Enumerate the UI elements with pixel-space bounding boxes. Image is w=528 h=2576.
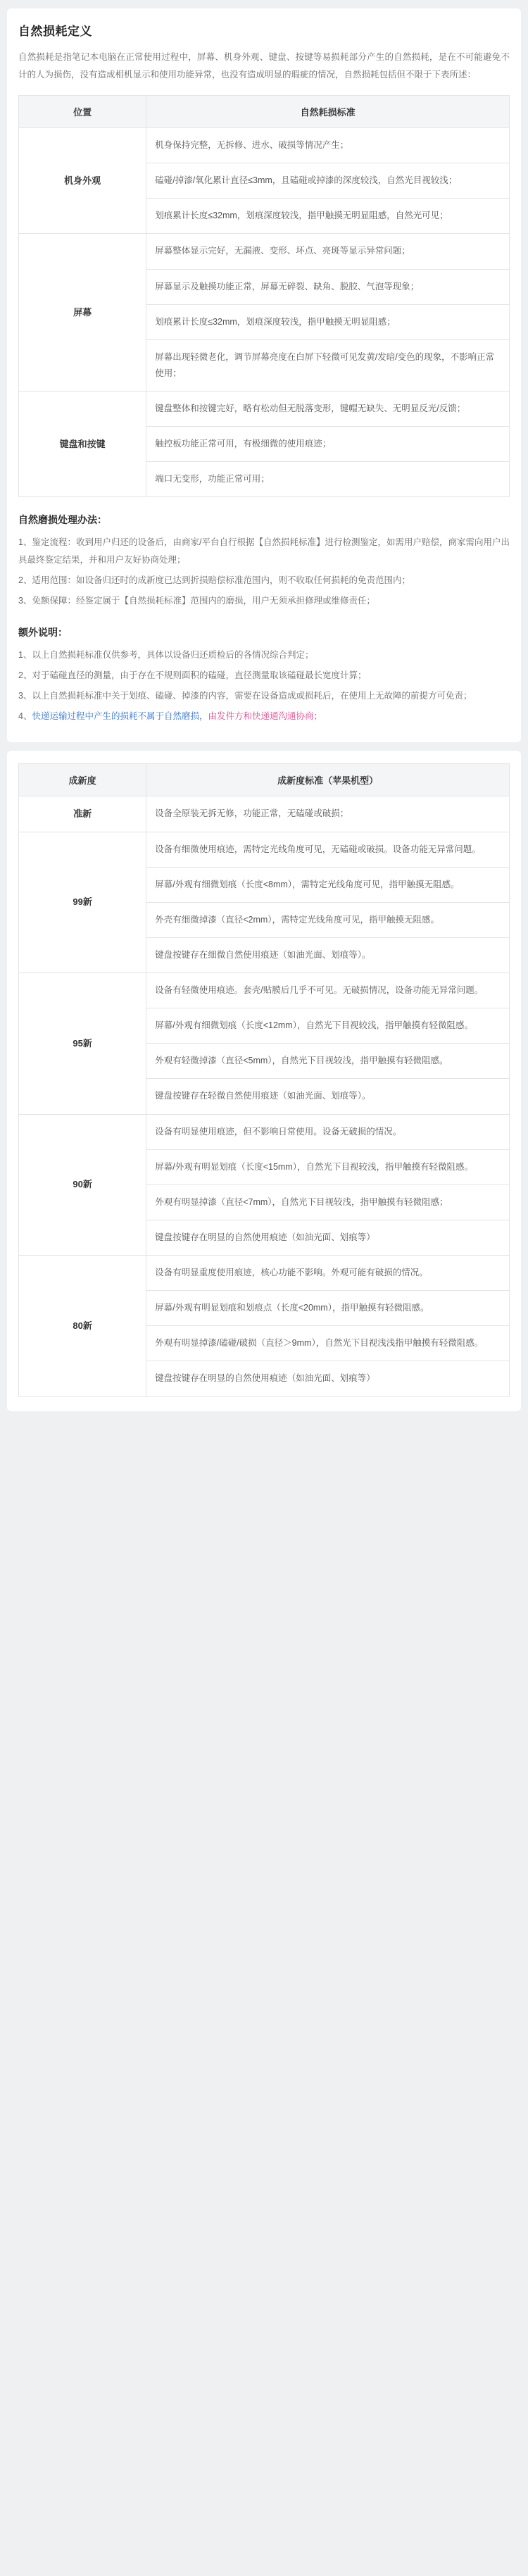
newness-standard-table — [18, 763, 510, 1396]
extra-item-blue-text: 快递运输过程中产生的损耗不属于自然磨损， — [32, 711, 208, 722]
page-title: 自然损耗定义 — [18, 25, 92, 38]
wear-table-body — [19, 128, 510, 497]
wear-intro-text: 自然损耗是指笔记本电脑在正常使用过程中，屏幕、机身外观、键盘、按键等易损耗部分产生的自然损耗，是在不可能避免不计的人为损伤，没有造成相机显示和使用功能异常，也没有造成明显的瑕疵的情况，自然损耗包括但不限于下表所述： — [18, 52, 510, 80]
row-item: 键盘按键存在轻微自然使用痕迹（如油光面、划痕等）。 — [146, 1079, 510, 1114]
table-header-row — [19, 764, 510, 796]
row-item: 外观有明显掉漆/磕碰/破损（直径＞9mm），自然光下目视浅浅指甲触摸有轻微阻感。 — [146, 1326, 510, 1361]
row-category-keyboard: 键盘和按键 — [19, 392, 146, 497]
row-item: 外壳有细微掉漆（直径<2mm），需特定光线角度可见，指甲触摸无阻感。 — [146, 902, 510, 937]
wear-definition-card — [7, 8, 521, 742]
extra-item-prefix: 4、 — [18, 711, 32, 722]
page-root — [0, 8, 528, 1434]
row-item: 划痕累计长度≤32mm，划痕深度较浅，指甲触摸无明显阻感； — [146, 304, 510, 339]
row-item: 端口无变形，功能正常可用； — [146, 462, 510, 497]
col-header-standard: 自然耗损标准 — [146, 96, 510, 128]
row-category-grade-99: 99新 — [19, 832, 146, 973]
row-item: 键盘整体和按键完好，略有松动但无脱落变形，键帽无缺失、无明显反光/反馈； — [146, 392, 510, 427]
row-item: 设备有细微使用痕迹，需特定光线角度可见，无磕碰或破损。设备功能无异常问题。 — [146, 832, 510, 867]
row-category-grade-95: 95新 — [19, 973, 146, 1115]
row-item: 屏幕显示及触摸功能正常，屏幕无碎裂、缺角、脱胶、气泡等现象； — [146, 269, 510, 304]
row-item: 划痕累计长度≤32mm，划痕深度较浅，指甲触摸无明显阻感，自然光可见； — [146, 199, 510, 234]
row-item: 触控板功能正常可用，有极细微的使用痕迹； — [146, 427, 510, 462]
row-item: 键盘按键存在明显的自然使用痕迹（如油光面、划痕等） — [146, 1220, 510, 1255]
newness-card — [7, 751, 521, 1411]
extra-item: 1、以上自然损耗标准仅供参考，具体以设备归还质检后的各情况综合判定； — [18, 650, 314, 661]
extra-item-highlighted — [18, 708, 510, 725]
row-category-grade-new: 准新 — [19, 796, 146, 832]
extra-list — [18, 646, 510, 725]
handling-item: 1、鉴定流程：收到用户归还的设备后，由商家/平台自行根据【自然损耗标准】进行检测鉴定，如需用户赔偿，商家需向用户出具最终鉴定结果，并和用户友好协商处理； — [18, 537, 510, 565]
col-header-newness: 成新度 — [19, 764, 146, 796]
table-row — [19, 973, 510, 1008]
newness-table-body — [19, 796, 510, 1396]
col-header-position: 位置 — [19, 96, 146, 128]
extra-item-pink-text: 由发件方和快递通沟通协商； — [208, 711, 322, 722]
handling-item: 2、适用范围：如设备归还时的成新度已达到折损赔偿标准范围内，则不收取任何损耗的免责范围内； — [18, 575, 410, 586]
table-row — [19, 128, 510, 163]
row-item: 键盘按键存在细微自然使用痕迹（如油光面、划痕等）。 — [146, 937, 510, 973]
table-row — [19, 1256, 510, 1291]
handling-list — [18, 534, 510, 610]
row-item: 屏幕/外观有明显划痕和划痕点（长度<20mm），指甲触摸有轻微阻感。 — [146, 1291, 510, 1326]
row-item: 机身保持完整，无拆修、进水、破损等情况产生； — [146, 128, 510, 163]
row-category-grade-80: 80新 — [19, 1256, 146, 1397]
row-item: 设备全原装无拆无修，功能正常，无磕碰或破损； — [146, 796, 510, 832]
handling-item: 3、免额保障：经鉴定属于【自然损耗标准】范围内的磨损，用户无须承担修理或维修责任； — [18, 596, 375, 606]
extra-item: 2、对于磕碰直径的测量，由于存在不规则面积的磕碰，直径测量取该磕碰最长宽度计算； — [18, 670, 367, 681]
table-row — [19, 1114, 510, 1149]
row-item: 屏幕/外观有明显划痕（长度<15mm），自然光下目视较浅，指甲触摸有轻微阻感。 — [146, 1149, 510, 1184]
row-item: 屏幕出现轻微老化，调节屏幕亮度在白屏下轻微可见发黄/发暗/变色的现象，不影响正常使用； — [146, 339, 510, 391]
row-item: 屏幕/外观有细微划痕（长度<12mm），自然光下目视较浅，指甲触摸有轻微阻感。 — [146, 1008, 510, 1044]
table-row — [19, 234, 510, 269]
row-category-body: 机身外观 — [19, 128, 146, 234]
table-row — [19, 392, 510, 427]
table-header-row — [19, 96, 510, 128]
row-item: 磕碰/掉漆/氧化累计直径≤3mm，且磕碰或掉漆的深度较浅，自然光目视较浅； — [146, 163, 510, 199]
table-row — [19, 832, 510, 867]
handling-title: 自然磨损处理办法： — [18, 514, 107, 526]
row-item: 键盘按键存在明显的自然使用痕迹（如油光面、划痕等） — [146, 1361, 510, 1396]
table-row — [19, 796, 510, 832]
row-item: 屏幕整体显示完好，无漏液、变形、坏点、亮斑等显示异常问题； — [146, 234, 510, 269]
row-item: 设备有明显使用痕迹，但不影响日常使用。设备无破损的情况。 — [146, 1114, 510, 1149]
row-item: 外观有轻微掉漆（直径<5mm），自然光下目视较浅，指甲触摸有轻微阻感。 — [146, 1044, 510, 1079]
row-category-grade-90: 90新 — [19, 1114, 146, 1256]
row-item: 外观有明显掉漆（直径<7mm），自然光下目视较浅，指甲触摸有轻微阻感； — [146, 1184, 510, 1220]
row-category-screen: 屏幕 — [19, 234, 146, 392]
row-item: 屏幕/外观有细微划痕（长度<8mm），需特定光线角度可见，指甲触摸无阻感。 — [146, 867, 510, 902]
row-item: 设备有明显重度使用痕迹，核心功能不影响。外观可能有破损的情况。 — [146, 1256, 510, 1291]
extra-item: 3、以上自然损耗标准中关于划痕、磕碰、掉漆的内容，需要在设备造成或损耗后，在使用上无故障的前提方可免责； — [18, 691, 472, 701]
row-item: 设备有轻微使用痕迹。套壳/贴膜后几乎不可见。无破损情况，设备功能无异常问题。 — [146, 973, 510, 1008]
extra-title: 额外说明： — [18, 627, 68, 639]
wear-standard-table — [18, 95, 510, 497]
col-header-newness-standard: 成新度标准（苹果机型） — [146, 764, 510, 796]
